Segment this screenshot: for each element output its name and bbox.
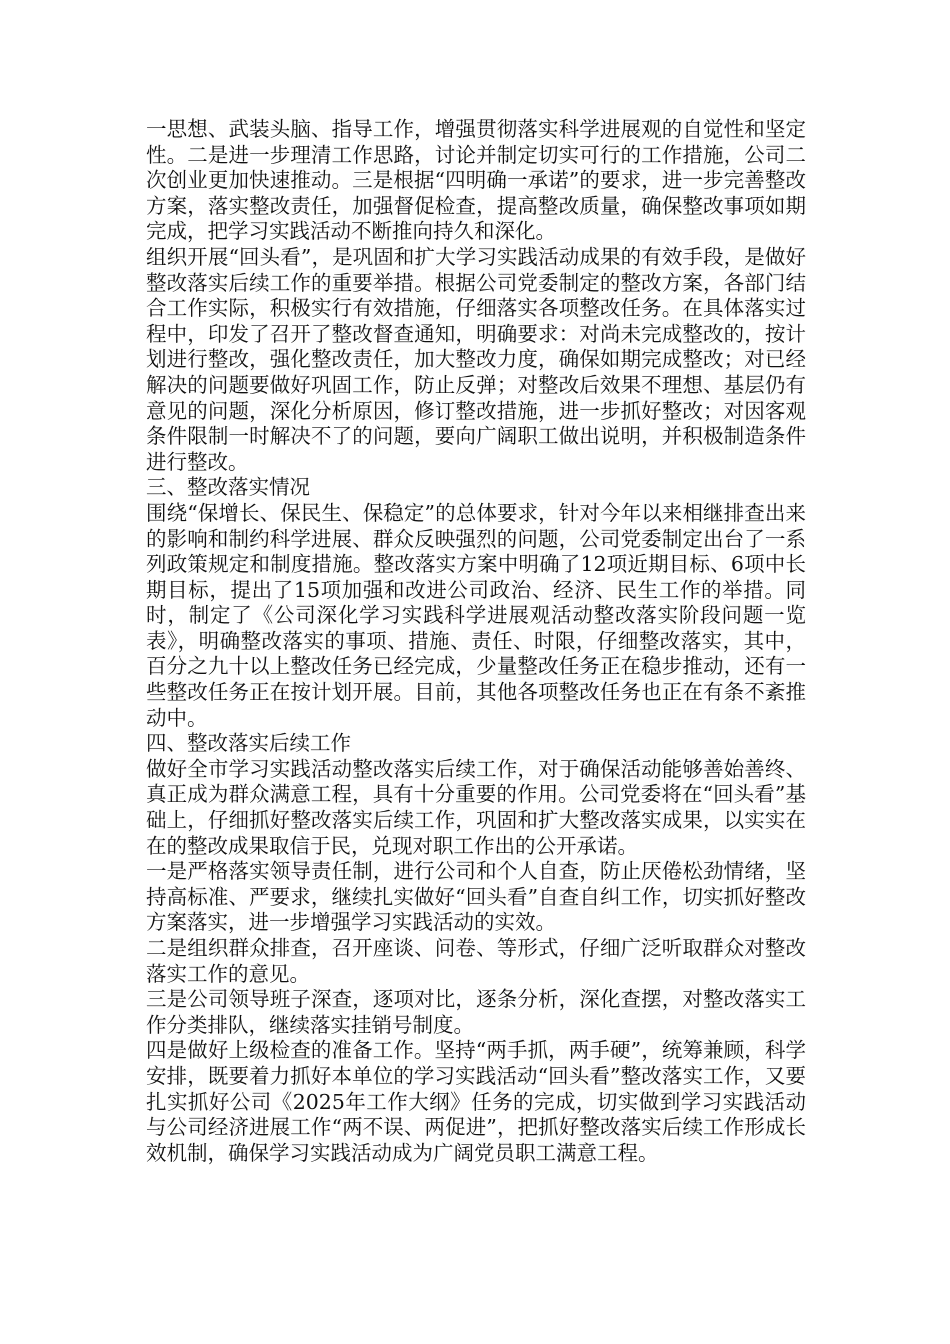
section-heading-3: 三、整改落实情况	[146, 475, 310, 500]
section-heading-4: 四、整改落实后续工作	[146, 731, 351, 756]
paragraph-4: 围绕“保增长、保民生、保稳定”的总体要求，针对今年以来相继排查出来的影响和制约科学进展、群众反映强烈的问题，公司党委制定出台了一系列政策规定和制度措施。整改落实方案中明确了12项近期目标、6项中长期目标，提出了15项加强和改进公司政治、经济、民生工作的举措。同时，制定了《公司深化学习实践科学进展观活动整改落实阶段问题一览表》，明确整改落实的事项、措施、责任、时限，仔细整改落实，其中，百分之九十以上整改任务已经完成，少量整改任务正在稳步推动，还有一些整改任务正在按计划开展。目前，其他各项整改任务也正在有条不紊推动中。	[146, 500, 806, 730]
paragraph-1: 一思想、武装头脑、指导工作，增强贯彻落实科学进展观的自觉性和坚定性。二是进一步理清工作思路，讨论并制定切实可行的工作措施，公司二次创业更加快速推动。三是根据“四明确一承诺”的要求，进一步完善整改方案，落实整改责任，加强督促检查，提高整改质量，确保整改事项如期完成，把学习实践活动不断推向持久和深化。	[146, 117, 806, 244]
paragraph-7: 一是严格落实领导责任制，进行公司和个人自查，防止厌倦松劲情绪，坚持高标准、严要求，继续扎实做好“回头看”自查自纠工作，切实抓好整改方案落实，进一步增强学习实践活动的实效。	[146, 859, 806, 935]
document-body	[146, 117, 806, 1166]
paragraph-9: 三是公司领导班子深查，逐项对比，逐条分析，深化查摆，对整改落实工作分类排队，继续落实挂销号制度。	[146, 987, 806, 1037]
paragraph-6: 做好全市学习实践活动整改落实后续工作，对于确保活动能够善始善终、真正成为群众满意工程，具有十分重要的作用。公司党委将在“回头看”基础上，仔细抓好整改落实后续工作，巩固和扩大整改落实成果，以实实在在的整改成果取信于民，兑现对职工作出的公开承诺。	[146, 756, 806, 858]
paragraph-2: 组织开展“回头看”，是巩固和扩大学习实践活动成果的有效手段，是做好整改落实后续工作的重要举措。根据公司党委制定的整改方案，各部门结合工作实际，积极实行有效措施，仔细落实各项整改任务。在具体落实过程中，印发了召开了整改督查通知，明确要求：对尚未完成整改的，按计划进行整改，强化整改责任，加大整改力度，确保如期完成整改；对已经解决的问题要做好巩固工作，防止反弹；对整改后效果不理想、基层仍有意见的问题，深化分析原因，修订整改措施，进一步抓好整改；对因客观条件限制一时解决不了的问题，要向广阔职工做出说明，并积极制造条件进行整改。	[146, 244, 806, 474]
paragraph-10: 四是做好上级检查的准备工作。坚持“两手抓，两手硬”，统筹兼顾，科学安排，既要着力抓好本单位的学习实践活动“回头看”整改落实工作，又要扎实抓好公司《2025年工作大纲》任务的完成，切实做到学习实践活动与公司经济进展工作“两不误、两促进”，把抓好整改落实后续工作形成长效机制，确保学习实践活动成为广阔党员职工满意工程。	[146, 1038, 806, 1165]
paragraph-8: 二是组织群众排查，召开座谈、问卷、等形式，仔细广泛听取群众对整改落实工作的意见。	[146, 936, 806, 986]
